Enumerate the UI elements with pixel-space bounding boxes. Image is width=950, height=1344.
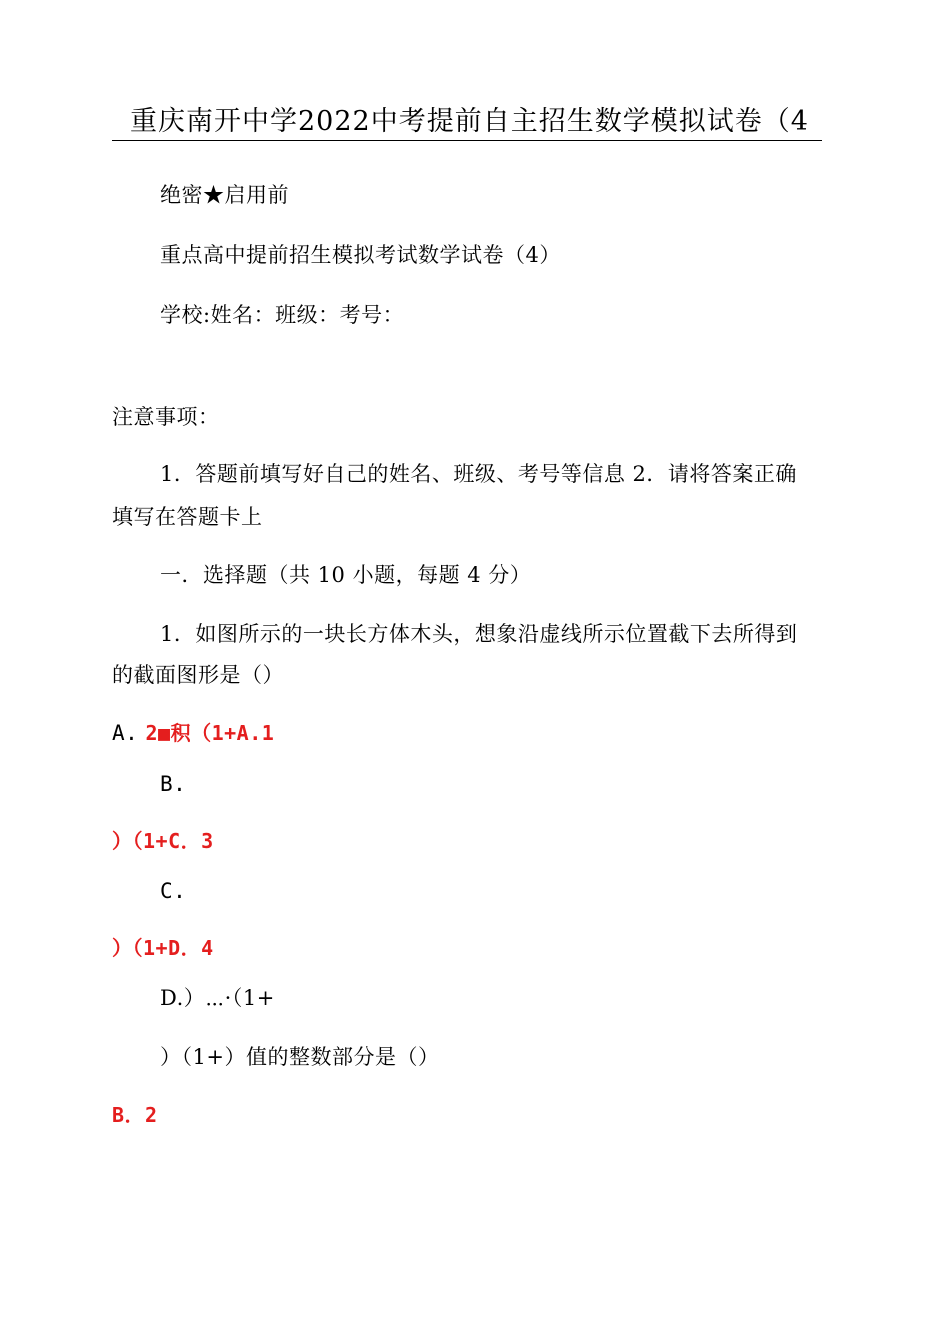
option-a-red-text: 2■积（1+A.1 bbox=[145, 721, 275, 745]
page-title: 重庆南开中学2022中考提前自主招生数学模拟试卷（4 bbox=[112, 104, 822, 141]
option-a-prefix: A. bbox=[112, 721, 139, 745]
option-d-label: D.）⋯·（1+ bbox=[160, 986, 275, 1010]
exam-name: 重点高中提前招生模拟考试数学试卷（4） bbox=[160, 243, 561, 267]
option-c-red-text: ）（1+D．4 bbox=[112, 936, 214, 960]
option-b-label: B. bbox=[160, 772, 187, 796]
question-1-line-2: 的截面图形是（） bbox=[112, 663, 284, 687]
option-b-answer: B．2 bbox=[112, 1103, 158, 1127]
notes-heading: 注意事项： bbox=[112, 405, 220, 429]
student-info: 学校:姓名：班级：考号： bbox=[160, 303, 405, 327]
secret-label: 绝密★启用前 bbox=[160, 183, 289, 207]
section-heading: 一．选择题（共 10 小题，每题 4 分） bbox=[160, 563, 532, 587]
notes-line-1: 1．答题前填写好自己的姓名、班级、考号等信息 2．请将答案正确 bbox=[160, 462, 797, 486]
question-1-line-1: 1．如图所示的一块长方体木头，想象沿虚线所示位置截下去所得到 bbox=[160, 622, 798, 646]
option-c-label: C. bbox=[160, 879, 187, 903]
option-b-red-text: ）（1+C．3 bbox=[112, 829, 214, 853]
notes-line-2: 填写在答题卡上 bbox=[112, 505, 263, 529]
question-2-text: ）（1+）值的整数部分是（） bbox=[160, 1045, 440, 1069]
option-a bbox=[112, 720, 274, 746]
